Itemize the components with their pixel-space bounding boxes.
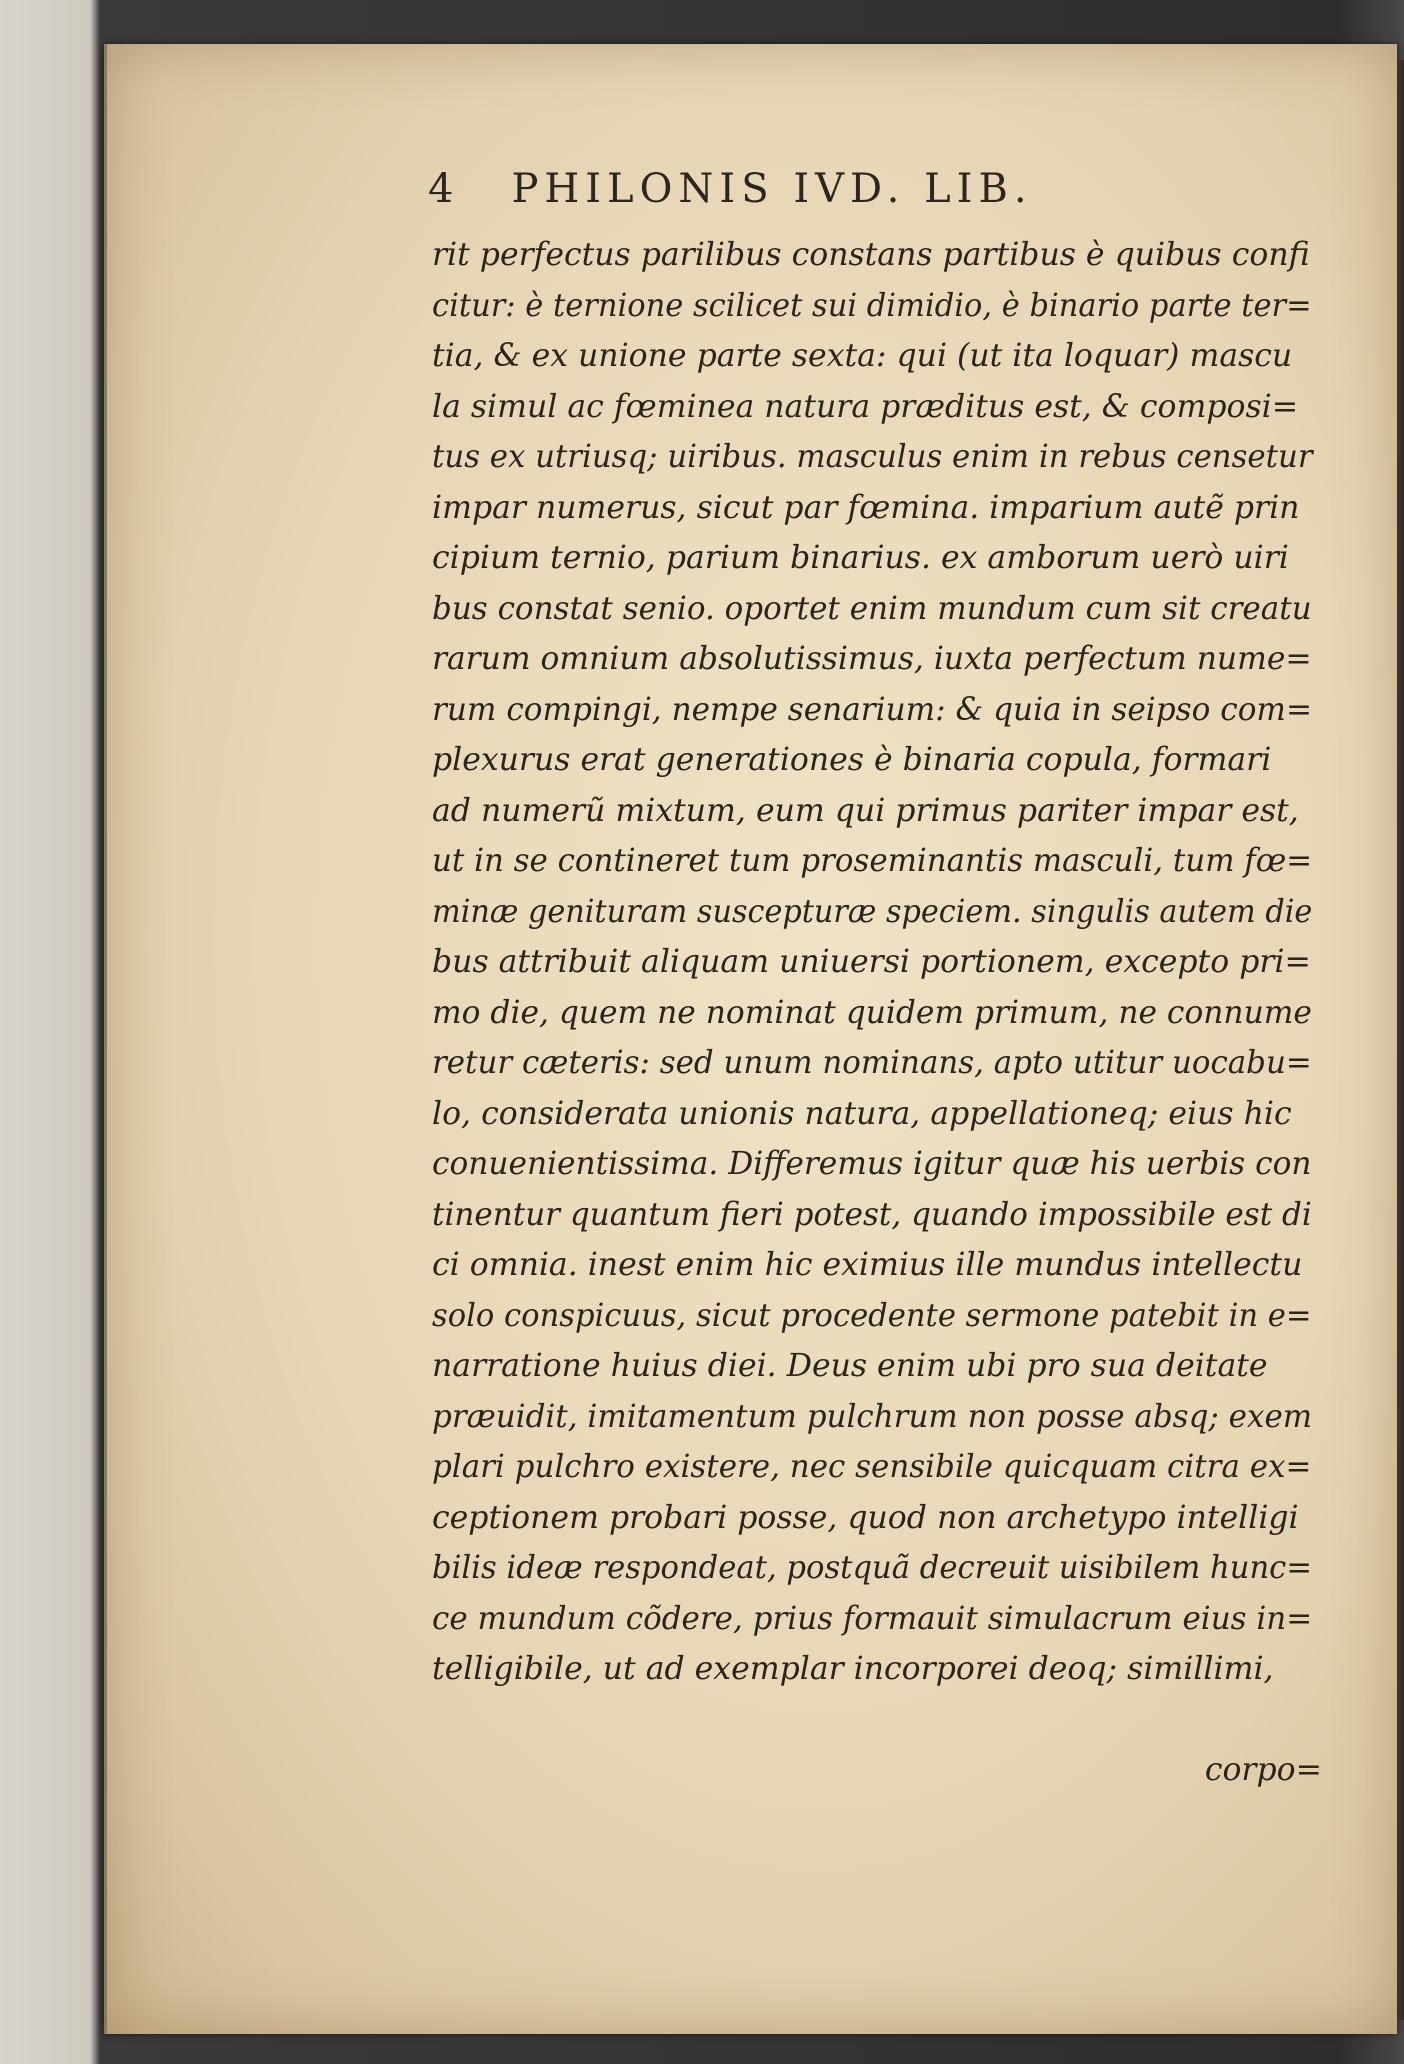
text-line: lo, considerata unionis natura, appellationeq; eius hic (432, 1095, 1292, 1132)
text-line: rit perfectus parilibus constans partibus è quibus confi (432, 237, 1310, 273)
text-line: cipium ternio, parium binarius. ex amborum uerò uiri (432, 540, 1289, 576)
text-line: narratione huius diei. Deus enim ubi pro sua deitate (432, 1348, 1268, 1384)
text-line: ceptionem probari posse, quod non archetypo intelligi (432, 1499, 1299, 1536)
running-title: PHILONIS IVD. LIB. (511, 166, 1033, 212)
text-line: mo die, quem ne nominat quidem primum, ne connume (432, 994, 1312, 1031)
text-line: ce mundum cõdere, prius formauit simulacrum eius in= (432, 1600, 1313, 1637)
body-text (432, 230, 1312, 1695)
text-line: retur cæteris: sed unum nominans, apto utitur uocabu= (432, 1045, 1312, 1081)
text-line: minæ genituram suscepturæ speciem. singulis autem die (432, 893, 1313, 930)
text-line: solo conspicuus, sicut procedente sermone patebit in e= (432, 1297, 1312, 1334)
text-line: tinentur quantum fieri potest, quando impossibile est di (432, 1196, 1312, 1233)
text-line: tia, & ex unione parte sexta: qui (ut ita loquar) mascu (432, 338, 1293, 374)
text-line: bilis ideæ respondeat, postquã decreuit uisibilem hunc= (432, 1550, 1312, 1586)
catchword: corpo= (1204, 1752, 1322, 1788)
text-line: plari pulchro existere, nec sensibile quicquam citra ex= (432, 1449, 1312, 1485)
text-line: ut in se contineret tum proseminantis masculi, tum fœ= (432, 843, 1313, 879)
text-line: rum compingi, nempe senarium: & quia in seipso com= (432, 691, 1313, 728)
running-header (428, 166, 1328, 226)
text-line: la simul ac fœminea natura præditus est, & composi= (432, 388, 1299, 425)
text-line: tus ex utriusq; uiribus. masculus enim in rebus censetur (432, 439, 1313, 475)
text-line: præuidit, imitamentum pulchrum non posse absq; exem (432, 1398, 1313, 1435)
text-line: plexurus erat generationes è binaria copula, formari (432, 742, 1272, 778)
text-line: rarum omnium absolutissimus, iuxta perfectum nume= (432, 641, 1312, 677)
text-line: impar numerus, sicut par fœmina. imparium autẽ prin (432, 489, 1300, 526)
text-line: citur: è ternione scilicet sui dimidio, è binario parte ter= (432, 287, 1312, 324)
text-line: ad numerũ mixtum, eum qui primus pariter impar est, (432, 792, 1299, 829)
text-line: telligibile, ut ad exemplar incorporei deoq; simillimi, (432, 1651, 1274, 1687)
page-number: 4 (428, 166, 460, 212)
text-line: bus constat senio. oportet enim mundum cum sit creatu (432, 590, 1312, 627)
text-line: ci omnia. inest enim hic eximius ille mundus intellectu (432, 1247, 1303, 1283)
text-line: conuenientissima. Differemus igitur quæ his uerbis con (432, 1146, 1312, 1182)
text-line: bus attribuit aliquam uniuersi portionem, excepto pri= (432, 944, 1311, 980)
